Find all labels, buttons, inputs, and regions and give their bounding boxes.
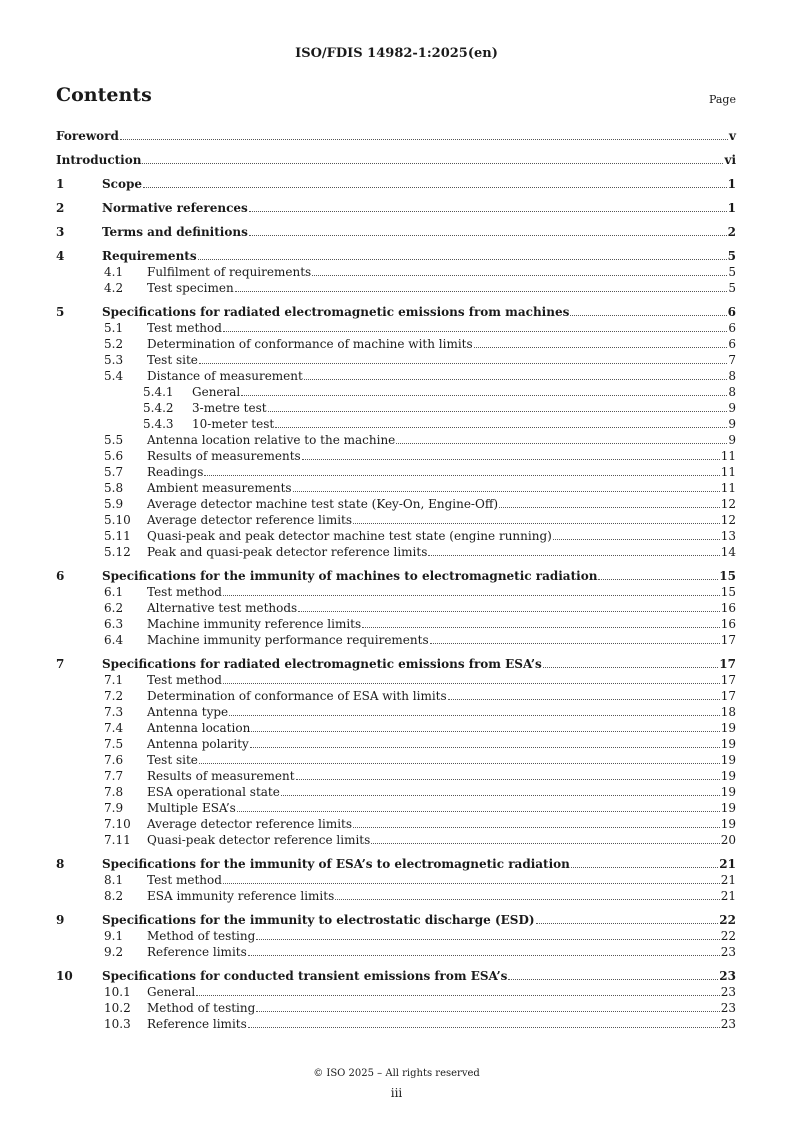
toc-entry-number: 7.11 bbox=[104, 833, 131, 847]
toc-entry-title: Test method bbox=[147, 873, 222, 887]
toc-page-number: 19 bbox=[720, 817, 736, 831]
toc-page-number: 19 bbox=[720, 753, 736, 767]
toc-entry-title: Reference limits bbox=[147, 945, 247, 959]
toc-page-number: 15 bbox=[719, 569, 736, 583]
toc-entry[interactable] bbox=[56, 968, 736, 984]
toc-page-number: 15 bbox=[720, 585, 736, 599]
toc-entry-number: 5.4.2 bbox=[143, 401, 174, 415]
dot-leader bbox=[199, 763, 720, 764]
toc-entry-title: Quasi-peak and peak detector machine test state (engine running) bbox=[147, 529, 552, 543]
toc-page-number: 7 bbox=[728, 353, 736, 367]
dot-leader bbox=[251, 731, 719, 732]
toc-entry-title: Specifications for radiated electromagnetic emissions from ESA’s bbox=[102, 657, 542, 671]
toc-page-number: 5 bbox=[727, 249, 736, 263]
toc-entry[interactable] bbox=[56, 856, 736, 872]
toc-subentry[interactable] bbox=[56, 752, 736, 768]
page-title: Contents bbox=[56, 84, 152, 106]
toc-page-number: 23 bbox=[720, 945, 736, 959]
toc-subentry[interactable] bbox=[56, 1000, 736, 1016]
toc-page-number: 21 bbox=[720, 873, 736, 887]
toc-subentry[interactable] bbox=[56, 448, 736, 464]
dot-leader bbox=[250, 747, 720, 748]
toc-entry-number: 7.8 bbox=[104, 785, 124, 799]
toc-page-number: 19 bbox=[720, 785, 736, 799]
toc-subentry[interactable] bbox=[56, 736, 736, 752]
toc-entry[interactable] bbox=[56, 912, 736, 928]
dot-leader bbox=[553, 539, 720, 540]
toc-page-number: 23 bbox=[720, 1017, 736, 1031]
toc-entry-title: Antenna type bbox=[147, 705, 229, 719]
toc-page-number: 22 bbox=[719, 913, 736, 927]
toc-subentry[interactable] bbox=[56, 672, 736, 688]
toc-entry-title: Test method bbox=[147, 673, 222, 687]
toc-entry-title: ESA immunity reference limits bbox=[147, 889, 335, 903]
toc-page-number: 1 bbox=[727, 177, 736, 191]
toc-entry-number: 5.4.1 bbox=[143, 385, 174, 399]
toc-page-number: 2 bbox=[727, 225, 736, 239]
toc-entry-title: Machine immunity performance requirements bbox=[147, 633, 429, 647]
toc-entry-number: 10.3 bbox=[104, 1017, 131, 1031]
toc-page-number: 6 bbox=[728, 321, 736, 335]
toc-subentry[interactable] bbox=[56, 416, 736, 432]
dot-leader bbox=[196, 995, 719, 996]
toc-entry-number: 5.9 bbox=[104, 497, 124, 511]
toc-entry-number: 4.1 bbox=[104, 265, 124, 279]
toc-subentry[interactable] bbox=[56, 800, 736, 816]
dot-leader bbox=[199, 363, 727, 364]
toc-subentry[interactable] bbox=[56, 320, 736, 336]
dot-leader bbox=[296, 779, 720, 780]
toc-entry-title: Quasi-peak detector reference limits bbox=[147, 833, 371, 847]
toc-entry-number: 8.2 bbox=[104, 889, 124, 903]
dot-leader bbox=[223, 331, 727, 332]
toc-entry-title: Reference limits bbox=[147, 1017, 247, 1031]
dot-leader bbox=[508, 979, 718, 980]
document-header: ISO/FDIS 14982-1:2025(en) bbox=[295, 46, 498, 61]
toc-entry-number: 3 bbox=[56, 225, 65, 239]
table-of-contents bbox=[56, 128, 736, 1032]
toc-entry-title: Antenna location relative to the machine bbox=[147, 433, 396, 447]
dot-leader bbox=[248, 1027, 720, 1028]
toc-entry-number: 5.5 bbox=[104, 433, 124, 447]
toc-page-number: 9 bbox=[728, 401, 736, 415]
toc-entry[interactable] bbox=[56, 224, 736, 240]
toc-page-number: 16 bbox=[720, 601, 736, 615]
toc-entry-title: Foreword bbox=[56, 129, 119, 143]
toc-entry-title: Machine immunity reference limits bbox=[147, 617, 362, 631]
toc-entry-title: Scope bbox=[102, 177, 143, 191]
toc-entry-number: 5.2 bbox=[104, 337, 124, 351]
dot-leader bbox=[353, 827, 720, 828]
dot-leader bbox=[223, 595, 720, 596]
toc-entry-title: Specifications for the immunity of machines to electromagnetic radiation bbox=[102, 569, 598, 583]
toc-entry-number: 6.1 bbox=[104, 585, 124, 599]
toc-entry-title: Distance of measurement bbox=[147, 369, 303, 383]
dot-leader bbox=[143, 187, 727, 188]
dot-leader bbox=[448, 699, 720, 700]
toc-page-number: 19 bbox=[720, 737, 736, 751]
toc-subentry[interactable] bbox=[56, 400, 736, 416]
toc-entry-title: Ambient measurements bbox=[147, 481, 292, 495]
toc-entry-title: Multiple ESA’s bbox=[147, 801, 236, 815]
toc-entry-title: Determination of conformance of ESA with limits bbox=[147, 689, 447, 703]
toc-entry-number: 6.4 bbox=[104, 633, 124, 647]
toc-entry-number: 7.6 bbox=[104, 753, 124, 767]
toc-subentry[interactable] bbox=[56, 616, 736, 632]
toc-page-number: 23 bbox=[719, 969, 736, 983]
toc-entry-title: Antenna location bbox=[147, 721, 251, 735]
dot-leader bbox=[142, 163, 723, 164]
toc-entry-title: Antenna polarity bbox=[147, 737, 249, 751]
dot-leader bbox=[428, 555, 719, 556]
toc-page-number: 21 bbox=[719, 857, 736, 871]
toc-page-number: 5 bbox=[728, 265, 736, 279]
toc-subentry[interactable] bbox=[56, 768, 736, 784]
toc-entry-title: Specifications for the immunity of ESA’s to electromagnetic radiation bbox=[102, 857, 570, 871]
toc-entry-title: Method of testing bbox=[147, 929, 256, 943]
toc-page-number: 9 bbox=[728, 433, 736, 447]
dot-leader bbox=[298, 611, 720, 612]
toc-page-number: 1 bbox=[727, 201, 736, 215]
dot-leader bbox=[268, 411, 728, 412]
toc-page-number: 9 bbox=[728, 417, 736, 431]
dot-leader bbox=[571, 867, 718, 868]
dot-leader bbox=[371, 843, 719, 844]
toc-page-number: 14 bbox=[720, 545, 736, 559]
toc-entry-number: 1 bbox=[56, 177, 65, 191]
dot-leader bbox=[430, 643, 720, 644]
toc-subentry[interactable] bbox=[56, 528, 736, 544]
toc-page-number: 18 bbox=[720, 705, 736, 719]
toc-entry[interactable] bbox=[56, 152, 736, 168]
toc-entry-number: 5.11 bbox=[104, 529, 131, 543]
dot-leader bbox=[353, 523, 720, 524]
toc-page-number: 19 bbox=[720, 769, 736, 783]
toc-page-number: 17 bbox=[719, 657, 736, 671]
dot-leader bbox=[237, 811, 720, 812]
toc-entry-title: Test method bbox=[147, 585, 222, 599]
toc-entry-number: 5.3 bbox=[104, 353, 124, 367]
toc-entry-title: Determination of conformance of machine with limits bbox=[147, 337, 473, 351]
dot-leader bbox=[256, 939, 719, 940]
toc-subentry[interactable] bbox=[56, 688, 736, 704]
toc-subentry[interactable] bbox=[56, 352, 736, 368]
toc-page-number: 11 bbox=[720, 465, 736, 479]
toc-entry-title: Average detector machine test state (Key-On, Engine-Off) bbox=[147, 497, 499, 511]
toc-subentry[interactable] bbox=[56, 720, 736, 736]
toc-page-number: v bbox=[729, 129, 736, 143]
dot-leader bbox=[304, 379, 728, 380]
toc-subentry[interactable] bbox=[56, 1016, 736, 1032]
dot-leader bbox=[499, 507, 720, 508]
toc-page-number: 6 bbox=[727, 305, 736, 319]
toc-entry[interactable] bbox=[56, 656, 736, 672]
toc-entry-number: 5.6 bbox=[104, 449, 124, 463]
dot-leader bbox=[229, 715, 720, 716]
toc-entry-title: Method of testing bbox=[147, 1001, 256, 1015]
dot-leader bbox=[543, 667, 719, 668]
toc-entry-number: 7.10 bbox=[104, 817, 131, 831]
toc-page-number: 23 bbox=[720, 985, 736, 999]
toc-entry-number: 6.3 bbox=[104, 617, 124, 631]
toc-page-number: 12 bbox=[720, 513, 736, 527]
toc-page-number: 23 bbox=[720, 1001, 736, 1015]
toc-subentry[interactable] bbox=[56, 464, 736, 480]
toc-entry-title: Average detector reference limits bbox=[147, 513, 353, 527]
dot-leader bbox=[249, 235, 727, 236]
dot-leader bbox=[474, 347, 728, 348]
toc-subentry[interactable] bbox=[56, 280, 736, 296]
toc-entry-number: 7.4 bbox=[104, 721, 124, 735]
toc-entry-title: Requirements bbox=[102, 249, 197, 263]
toc-entry-title: Results of measurement bbox=[147, 769, 295, 783]
toc-entry-title: Test site bbox=[147, 753, 198, 767]
toc-entry-number: 5.4.3 bbox=[143, 417, 174, 431]
toc-entry-number: 4 bbox=[56, 249, 65, 263]
toc-page-number: 16 bbox=[720, 617, 736, 631]
toc-page-number: vi bbox=[724, 153, 736, 167]
toc-entry-title: Terms and definitions bbox=[102, 225, 248, 239]
toc-page-number: 5 bbox=[728, 281, 736, 295]
toc-entry[interactable] bbox=[56, 248, 736, 264]
toc-entry-number: 10.1 bbox=[104, 985, 131, 999]
dot-leader bbox=[275, 427, 727, 428]
page-column-label: Page bbox=[708, 93, 736, 106]
toc-subentry[interactable] bbox=[56, 480, 736, 496]
toc-entry-number: 2 bbox=[56, 201, 65, 215]
dot-leader bbox=[293, 491, 720, 492]
toc-page-number: 8 bbox=[728, 369, 736, 383]
toc-page-number: 19 bbox=[720, 801, 736, 815]
toc-entry-number: 7.5 bbox=[104, 737, 124, 751]
toc-subentry[interactable] bbox=[56, 336, 736, 352]
toc-page-number: 8 bbox=[728, 385, 736, 399]
toc-entry-title: Peak and quasi-peak detector reference limits bbox=[147, 545, 428, 559]
toc-entry-number: 5.10 bbox=[104, 513, 131, 527]
toc-entry-title: Introduction bbox=[56, 153, 142, 167]
toc-subentry[interactable] bbox=[56, 512, 736, 528]
toc-entry-title: Alternative test methods bbox=[147, 601, 298, 615]
toc-subentry[interactable] bbox=[56, 928, 736, 944]
toc-page-number: 11 bbox=[720, 481, 736, 495]
toc-subentry[interactable] bbox=[56, 600, 736, 616]
toc-subentry[interactable] bbox=[56, 872, 736, 888]
dot-leader bbox=[570, 315, 726, 316]
toc-entry-title: Readings bbox=[147, 465, 204, 479]
dot-leader bbox=[335, 899, 719, 900]
toc-entry-number: 8 bbox=[56, 857, 65, 871]
toc-entry-title: Results of measurements bbox=[147, 449, 301, 463]
toc-subentry[interactable] bbox=[56, 784, 736, 800]
toc-subentry[interactable] bbox=[56, 432, 736, 448]
toc-entry-number: 8.1 bbox=[104, 873, 124, 887]
dot-leader bbox=[248, 955, 720, 956]
dot-leader bbox=[120, 139, 728, 140]
toc-entry[interactable] bbox=[56, 128, 736, 144]
toc-page-number: 21 bbox=[720, 889, 736, 903]
copyright-notice: © ISO 2025 – All rights reserved bbox=[313, 1068, 480, 1079]
toc-subentry[interactable] bbox=[56, 984, 736, 1000]
toc-entry-title: Test site bbox=[147, 353, 198, 367]
toc-entry-number: 7 bbox=[56, 657, 65, 671]
toc-entry[interactable] bbox=[56, 200, 736, 216]
toc-entry-number: 5.12 bbox=[104, 545, 131, 559]
toc-subentry[interactable] bbox=[56, 584, 736, 600]
toc-page-number: 17 bbox=[720, 633, 736, 647]
toc-entry-number: 10.2 bbox=[104, 1001, 131, 1015]
toc-entry[interactable] bbox=[56, 176, 736, 192]
dot-leader bbox=[302, 459, 720, 460]
toc-entry-title: General bbox=[192, 385, 241, 399]
toc-subentry[interactable] bbox=[56, 704, 736, 720]
dot-leader bbox=[249, 211, 727, 212]
dot-leader bbox=[598, 579, 718, 580]
toc-entry-number: 5.8 bbox=[104, 481, 124, 495]
toc-subentry[interactable] bbox=[56, 264, 736, 280]
toc-entry-title: Average detector reference limits bbox=[147, 817, 353, 831]
toc-subentry[interactable] bbox=[56, 632, 736, 648]
dot-leader bbox=[223, 883, 720, 884]
toc-entry-title: General bbox=[147, 985, 196, 999]
toc-entry-title: Test method bbox=[147, 321, 222, 335]
toc-entry[interactable] bbox=[56, 304, 736, 320]
toc-entry-title: Specifications for the immunity to electrostatic discharge (ESD) bbox=[102, 913, 535, 927]
toc-entry-number: 7.3 bbox=[104, 705, 124, 719]
toc-entry-title: ESA operational state bbox=[147, 785, 280, 799]
toc-subentry[interactable] bbox=[56, 888, 736, 904]
dot-leader bbox=[536, 923, 719, 924]
toc-entry-number: 7.1 bbox=[104, 673, 124, 687]
toc-entry-number: 5.1 bbox=[104, 321, 124, 335]
toc-entry-number: 9 bbox=[56, 913, 65, 927]
dot-leader bbox=[256, 1011, 719, 1012]
toc-entry-number: 7.2 bbox=[104, 689, 124, 703]
toc-page-number: 17 bbox=[720, 673, 736, 687]
dot-leader bbox=[396, 443, 727, 444]
dot-leader bbox=[235, 291, 728, 292]
toc-entry-title: Fulfilment of requirements bbox=[147, 265, 312, 279]
toc-page-number: 20 bbox=[720, 833, 736, 847]
toc-entry-number: 7.7 bbox=[104, 769, 124, 783]
toc-entry-title: Specifications for conducted transient emissions from ESA’s bbox=[102, 969, 508, 983]
toc-entry-number: 5 bbox=[56, 305, 65, 319]
toc-page-number: 17 bbox=[720, 689, 736, 703]
toc-entry-number: 5.7 bbox=[104, 465, 124, 479]
toc-entry-number: 4.2 bbox=[104, 281, 124, 295]
toc-subentry[interactable] bbox=[56, 944, 736, 960]
toc-entry-title: 3-metre test bbox=[192, 401, 267, 415]
toc-entry-number: 10 bbox=[56, 969, 73, 983]
toc-entry-title: Specifications for radiated electromagnetic emissions from machines bbox=[102, 305, 570, 319]
toc-entry-title: Test specimen bbox=[147, 281, 234, 295]
dot-leader bbox=[198, 259, 727, 260]
toc-subentry[interactable] bbox=[56, 832, 736, 848]
toc-entry-number: 9.2 bbox=[104, 945, 124, 959]
page-number: iii bbox=[390, 1086, 403, 1100]
toc-page-number: 19 bbox=[720, 721, 736, 735]
toc-entry-title: 10-meter test bbox=[192, 417, 275, 431]
dot-leader bbox=[362, 627, 720, 628]
toc-page-number: 12 bbox=[720, 497, 736, 511]
dot-leader bbox=[312, 275, 727, 276]
toc-page-number: 13 bbox=[720, 529, 736, 543]
dot-leader bbox=[204, 475, 719, 476]
toc-entry[interactable] bbox=[56, 568, 736, 584]
toc-page-number: 22 bbox=[720, 929, 736, 943]
toc-subentry[interactable] bbox=[56, 544, 736, 560]
toc-entry-number: 6.2 bbox=[104, 601, 124, 615]
toc-subentry[interactable] bbox=[56, 816, 736, 832]
dot-leader bbox=[223, 683, 720, 684]
toc-entry-number: 7.9 bbox=[104, 801, 124, 815]
toc-entry-title: Normative references bbox=[102, 201, 248, 215]
toc-entry-number: 9.1 bbox=[104, 929, 124, 943]
toc-entry-number: 5.4 bbox=[104, 369, 124, 383]
dot-leader bbox=[281, 795, 720, 796]
toc-page-number: 11 bbox=[720, 449, 736, 463]
toc-page-number: 6 bbox=[728, 337, 736, 351]
toc-entry-number: 6 bbox=[56, 569, 65, 583]
toc-subentry[interactable] bbox=[56, 384, 736, 400]
toc-subentry[interactable] bbox=[56, 496, 736, 512]
toc-subentry[interactable] bbox=[56, 368, 736, 384]
dot-leader bbox=[241, 395, 727, 396]
